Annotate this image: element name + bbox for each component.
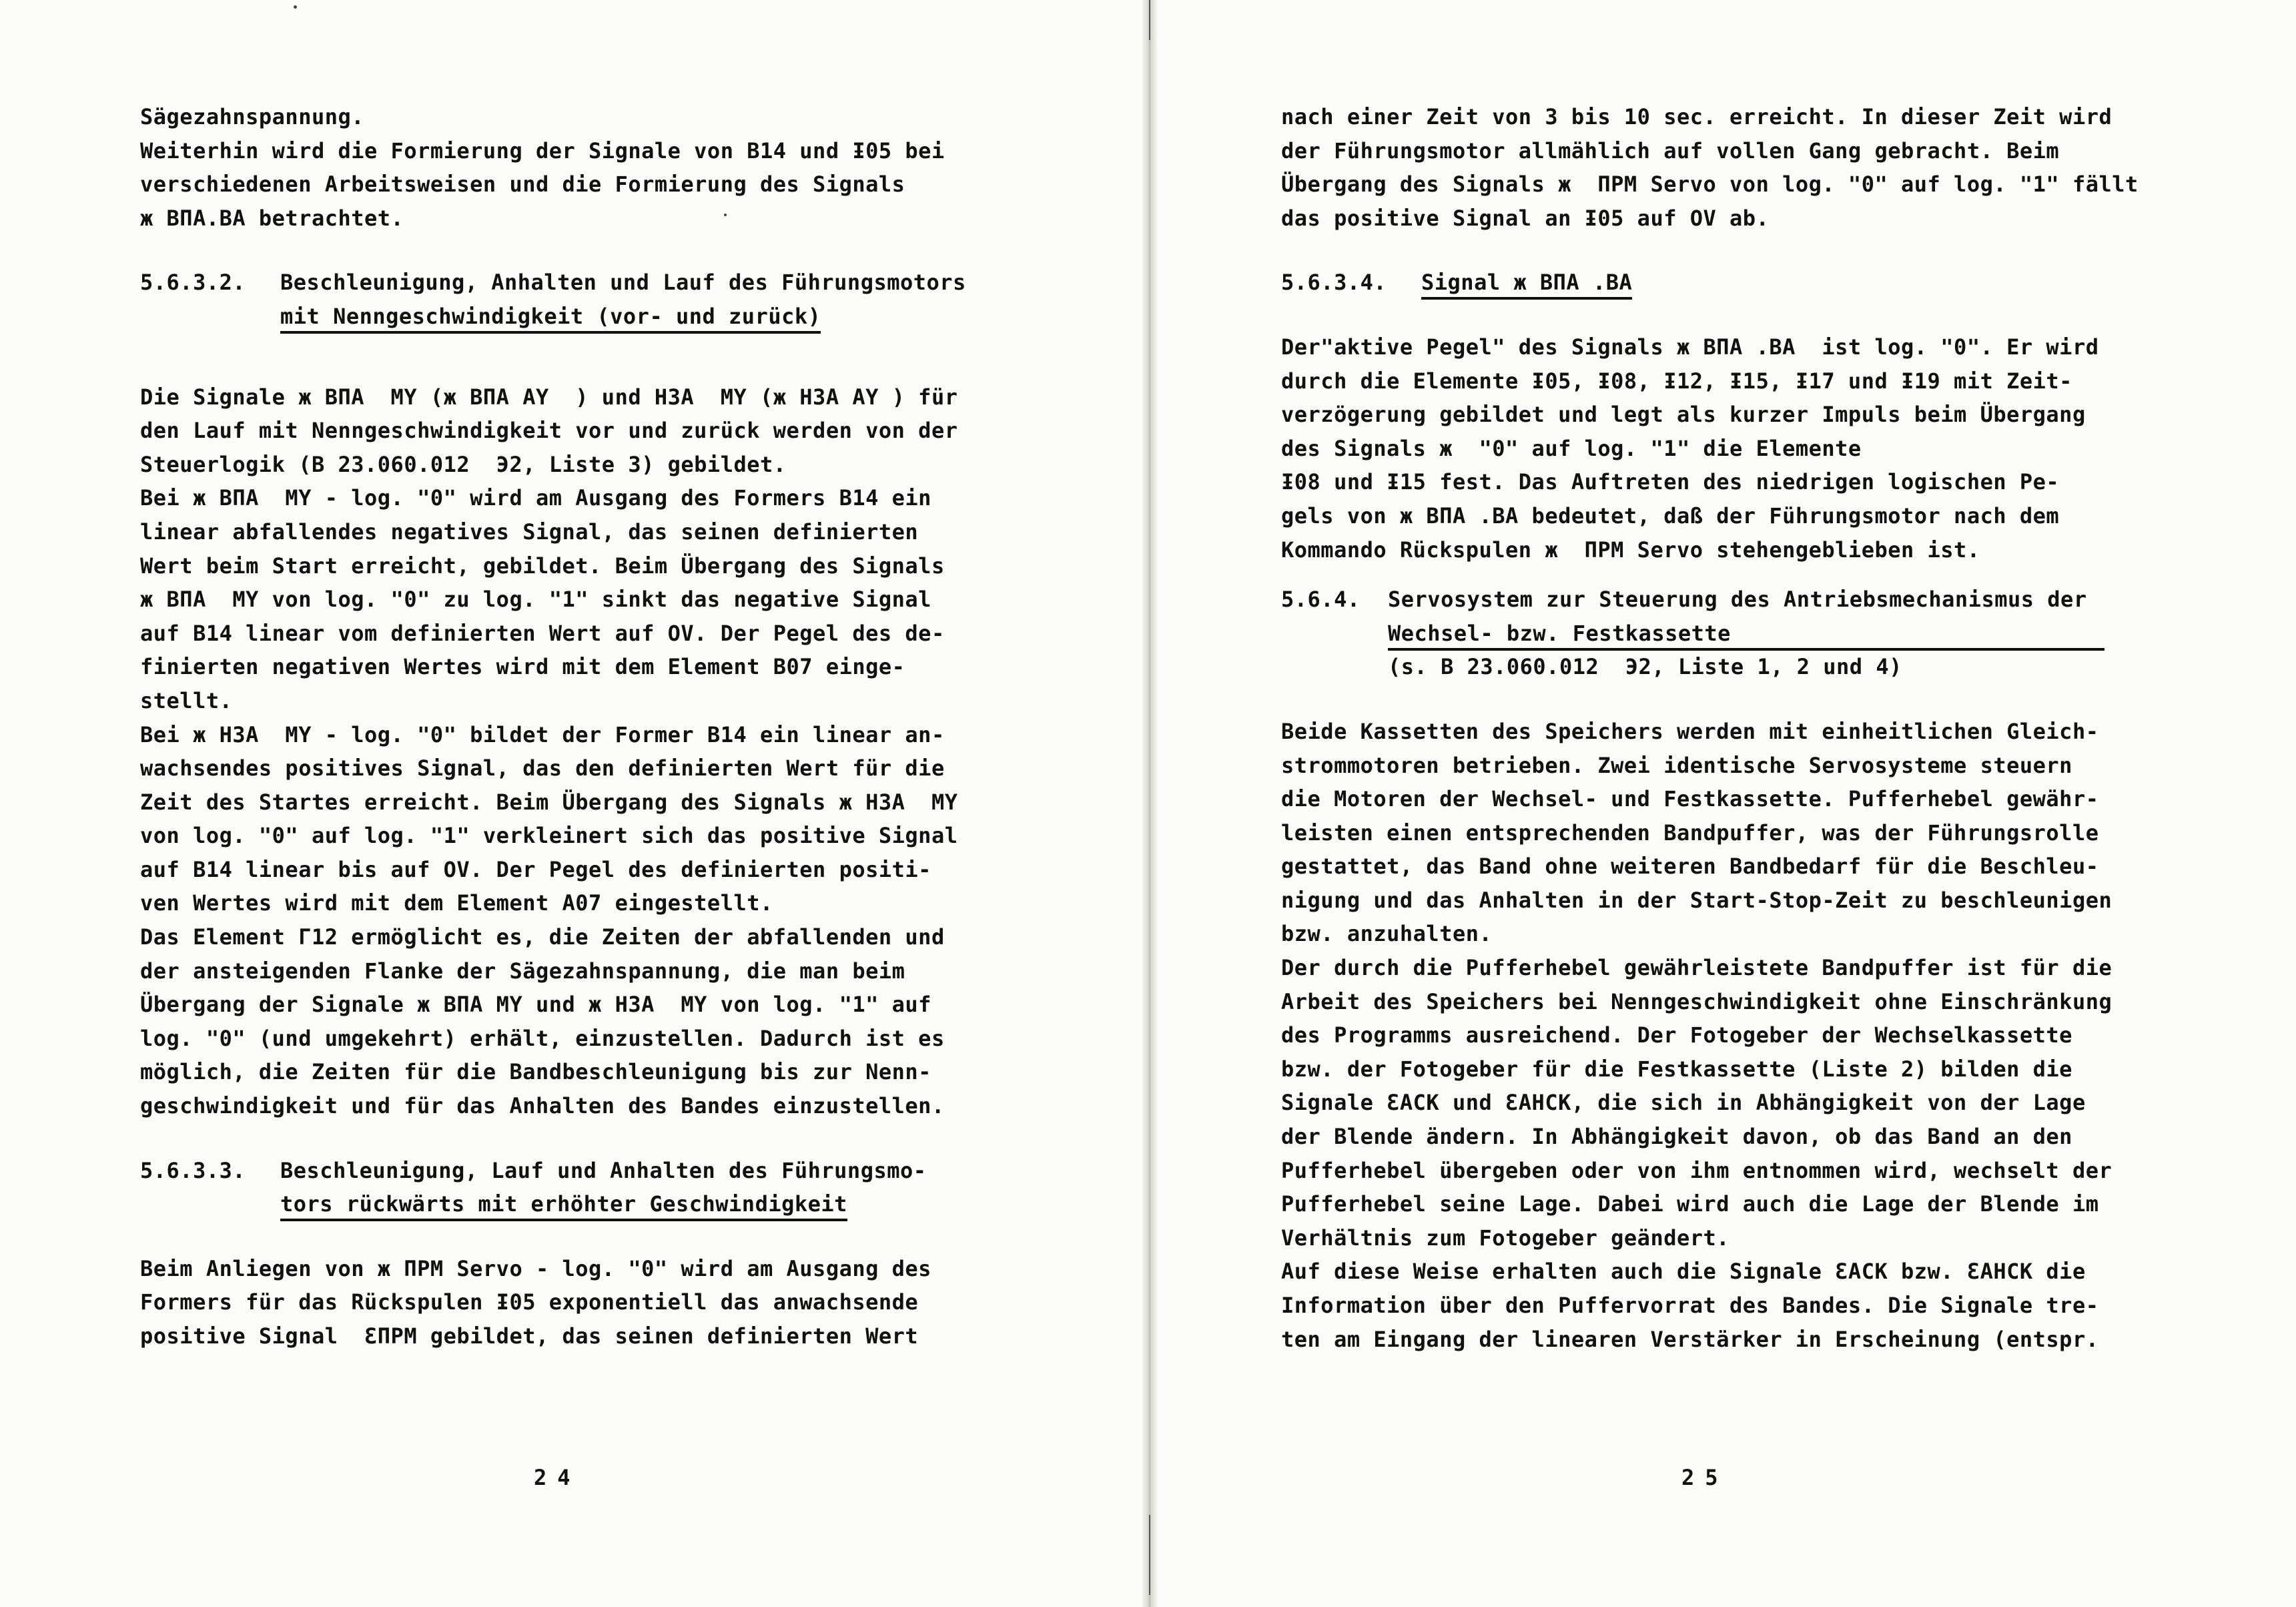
text-line: ten am Eingang der linearen Verstärker in Erscheinung (entspr. <box>1281 1326 2099 1352</box>
text-line: Wert beim Start erreicht, gebildet. Beim Übergang des Signals <box>140 553 945 579</box>
text-line: Auf diese Weise erhalten auch die Signale ƐACK bzw. ƐAHCK die <box>1281 1259 2086 1285</box>
section-heading-continuation <box>140 1187 1048 1221</box>
text-line: Das Element Г12 ermöglicht es, die Zeiten der abfallenden und <box>140 924 945 950</box>
text-line: Übergang der Signale ж ВΠА MY und ж H3A MY von log. "1" auf <box>140 992 931 1018</box>
text-line: Zeit des Startes erreicht. Beim Übergang des Signals ж H3A MY <box>140 789 958 815</box>
text-line: Kommando Rückspulen ж ΠPM Servo stehengeblieben ist. <box>1281 537 1980 563</box>
text-line: gestattet, das Band ohne weiteren Bandbedarf für die Beschleu- <box>1281 854 2099 880</box>
text-line: auf B14 linear vom definierten Wert auf OV. Der Pegel des de- <box>140 620 945 646</box>
section-heading-continuation <box>140 300 1048 334</box>
text-line: nigung und das Anhalten in der Start-Stop-Zeit zu beschleunigen <box>1281 887 2113 913</box>
text-line: Die Signale ж ВΠА MY (ж ВΠА AY ) und H3A MY (ж H3A AY ) für <box>140 384 958 410</box>
text-line: log. "0" (und umgekehrt) erhält, einzustellen. Dadurch ist es <box>140 1025 945 1051</box>
gutter-shadow <box>1149 0 1150 40</box>
section-title: Beschleunigung, Anhalten und Lauf des Führungsmotors <box>280 270 966 296</box>
text-line: die Motoren der Wechsel- und Festkassette. Pufferhebel gewähr- <box>1281 786 2099 812</box>
section-number: 5.6.3.3. <box>140 1157 246 1183</box>
text-line: ven Wertes wird mit dem Element A07 eingestellt. <box>140 890 773 916</box>
section-title-underlined: Signal ж ВΠА .ВА <box>1421 269 1632 300</box>
text-line: strommotoren betrieben. Zwei identische Servosysteme steuern <box>1281 752 2072 778</box>
text-line: das positive Signal an Ɨ05 auf OV ab. <box>1281 205 1770 231</box>
text-line: stellt. <box>140 687 233 713</box>
text-line: verschiedenen Arbeitsweisen und die Formierung des Signals <box>140 172 905 198</box>
section-reference: (s. B 23.060.012 Э2, Liste 1, 2 und 4) <box>1388 654 1902 680</box>
right-page-text <box>1281 100 2202 1356</box>
text-line: Der durch die Pufferhebel gewährleistete Bandpuffer ist für die <box>1281 955 2113 981</box>
text-line: den Lauf mit Nenngeschwindigkeit vor und zurück werden von der <box>140 418 958 444</box>
scan-speck <box>724 214 727 216</box>
text-line: Formers für das Rückspulen Ɨ05 exponentiell das anwachsende <box>140 1289 919 1315</box>
right-page <box>1154 0 2296 1607</box>
section-heading <box>140 266 1048 300</box>
section-title: Servosystem zur Steuerung des Antriebsmechanismus der <box>1388 587 2087 613</box>
section-heading <box>140 1154 1048 1188</box>
text-line: linear abfallendes negatives Signal, das seinen definierten <box>140 519 919 545</box>
text-line: durch die Elemente Ɨ05, Ɨ08, Ɨ12, Ɨ15, Ɨ17 und Ɨ19 mit Zeit- <box>1281 368 2072 394</box>
section-heading <box>1281 266 2202 300</box>
text-line: Bei ж H3A MY - log. "0" bildet der Former B14 ein linear an- <box>140 721 945 747</box>
text-line: Der"aktive Pegel" des Signals ж ВΠА .ВА ist log. "0". Er wird <box>1281 334 2099 360</box>
gutter-shadow <box>1149 1515 1150 1595</box>
left-page-text <box>140 100 1048 1353</box>
section-title-underlined: tors rückwärts mit erhöhter Geschwindigkeit <box>280 1191 847 1221</box>
text-line: wachsendes positives Signal, das den definierten Wert für die <box>140 755 945 781</box>
text-line: Steuerlogik (B 23.060.012 Э2, Liste 3) gebildet. <box>140 451 787 477</box>
left-page <box>0 0 1144 1607</box>
section-title: Beschleunigung, Lauf und Anhalten des Führungsmo- <box>280 1157 927 1183</box>
text-line: nach einer Zeit von 3 bis 10 sec. erreicht. In dieser Zeit wird <box>1281 104 2113 129</box>
text-line: von log. "0" auf log. "1" verkleinert sich das positive Signal <box>140 823 958 849</box>
page-number: 25 <box>1681 1465 1729 1490</box>
section-heading-reference <box>1281 650 2202 684</box>
text-line: Weiterhin wird die Formierung der Signale von B14 und Ɨ05 bei <box>140 137 945 164</box>
text-line: finierten negativen Wertes wird mit dem Element B07 einge- <box>140 654 905 680</box>
scan-speck <box>294 5 297 9</box>
text-line: Arbeit des Speichers bei Nenngeschwindigkeit ohne Einschränkung <box>1281 988 2113 1014</box>
text-line: gels von ж ВΠА .ВА bedeutet, daß der Führungsmotor nach dem <box>1281 503 2060 529</box>
text-line: der Führungsmotor allmählich auf vollen Gang gebracht. Beim <box>1281 137 2060 164</box>
section-number: 5.6.3.4. <box>1281 270 1387 296</box>
text-line: Ɨ08 und Ɨ15 fest. Das Auftreten des niedrigen logischen Pe- <box>1281 469 2060 495</box>
section-number: 5.6.3.2. <box>140 270 246 296</box>
text-line: ж ВΠА.ВА betrachtet. <box>140 205 404 231</box>
text-line: verzögerung gebildet und legt als kurzer Impuls beim Übergang <box>1281 402 2086 428</box>
section-heading <box>1281 583 2202 617</box>
text-line: Verhältnis zum Fotogeber geändert. <box>1281 1225 1730 1251</box>
text-line: bzw. der Fotogeber für die Festkassette (Liste 2) bilden die <box>1281 1056 2072 1082</box>
text-line: positive Signal ƐΠPM gebildet, das seinen definierten Wert <box>140 1323 919 1349</box>
text-line: Pufferhebel übergeben oder von ihm entnommen wird, wechselt der <box>1281 1157 2113 1183</box>
text-line: bzw. anzuhalten. <box>1281 921 1493 947</box>
text-line: Beide Kassetten des Speichers werden mit einheitlichen Gleich- <box>1281 718 2099 744</box>
section-title-underlined: mit Nenngeschwindigkeit (vor- und zurück) <box>280 303 821 334</box>
text-line: ж ВΠА MY von log. "0" zu log. "1" sinkt das negative Signal <box>140 587 931 613</box>
text-line: möglich, die Zeiten für die Bandbeschleunigung bis zur Nenn- <box>140 1059 931 1085</box>
text-line: Sägezahnspannung. <box>140 104 365 129</box>
text-line: Signale ƐACK und ƐAHCK, die sich in Abhängigkeit von der Lage <box>1281 1090 2086 1116</box>
section-number: 5.6.4. <box>1281 587 1361 613</box>
text-line: Information über den Puffervorrat des Bandes. Die Signale tre- <box>1281 1293 2099 1318</box>
text-line: Beim Anliegen von ж ΠPM Servo - log. "0" wird am Ausgang des <box>140 1255 931 1281</box>
section-title-underlined: Wechsel- bzw. Festkassette <box>1388 620 2104 651</box>
text-line: Übergang des Signals ж ΠPM Servo von log. "0" auf log. "1" fällt <box>1281 172 2139 198</box>
text-line: der Blende ändern. In Abhängigkeit davon, ob das Band an den <box>1281 1124 2072 1150</box>
text-line: Pufferhebel seine Lage. Dabei wird auch die Lage der Blende im <box>1281 1191 2099 1217</box>
text-line: der ansteigenden Flanke der Sägezahnspannung, die man beim <box>140 958 905 984</box>
text-line: des Signals ж "0" auf log. "1" die Elemente <box>1281 435 1862 461</box>
page-number: 24 <box>534 1465 581 1490</box>
section-heading-continuation <box>1281 617 2202 651</box>
text-line: leisten einen entsprechenden Bandpuffer, was der Führungsrolle <box>1281 820 2099 846</box>
text-line: geschwindigkeit und für das Anhalten des Bandes einzustellen. <box>140 1093 945 1119</box>
text-line: des Programms ausreichend. Der Fotogeber der Wechselkassette <box>1281 1022 2072 1048</box>
text-line: auf B14 linear bis auf OV. Der Pegel des definierten positi- <box>140 856 931 882</box>
text-line: Bei ж ВΠА MY - log. "0" wird am Ausgang des Formers B14 ein <box>140 485 931 511</box>
